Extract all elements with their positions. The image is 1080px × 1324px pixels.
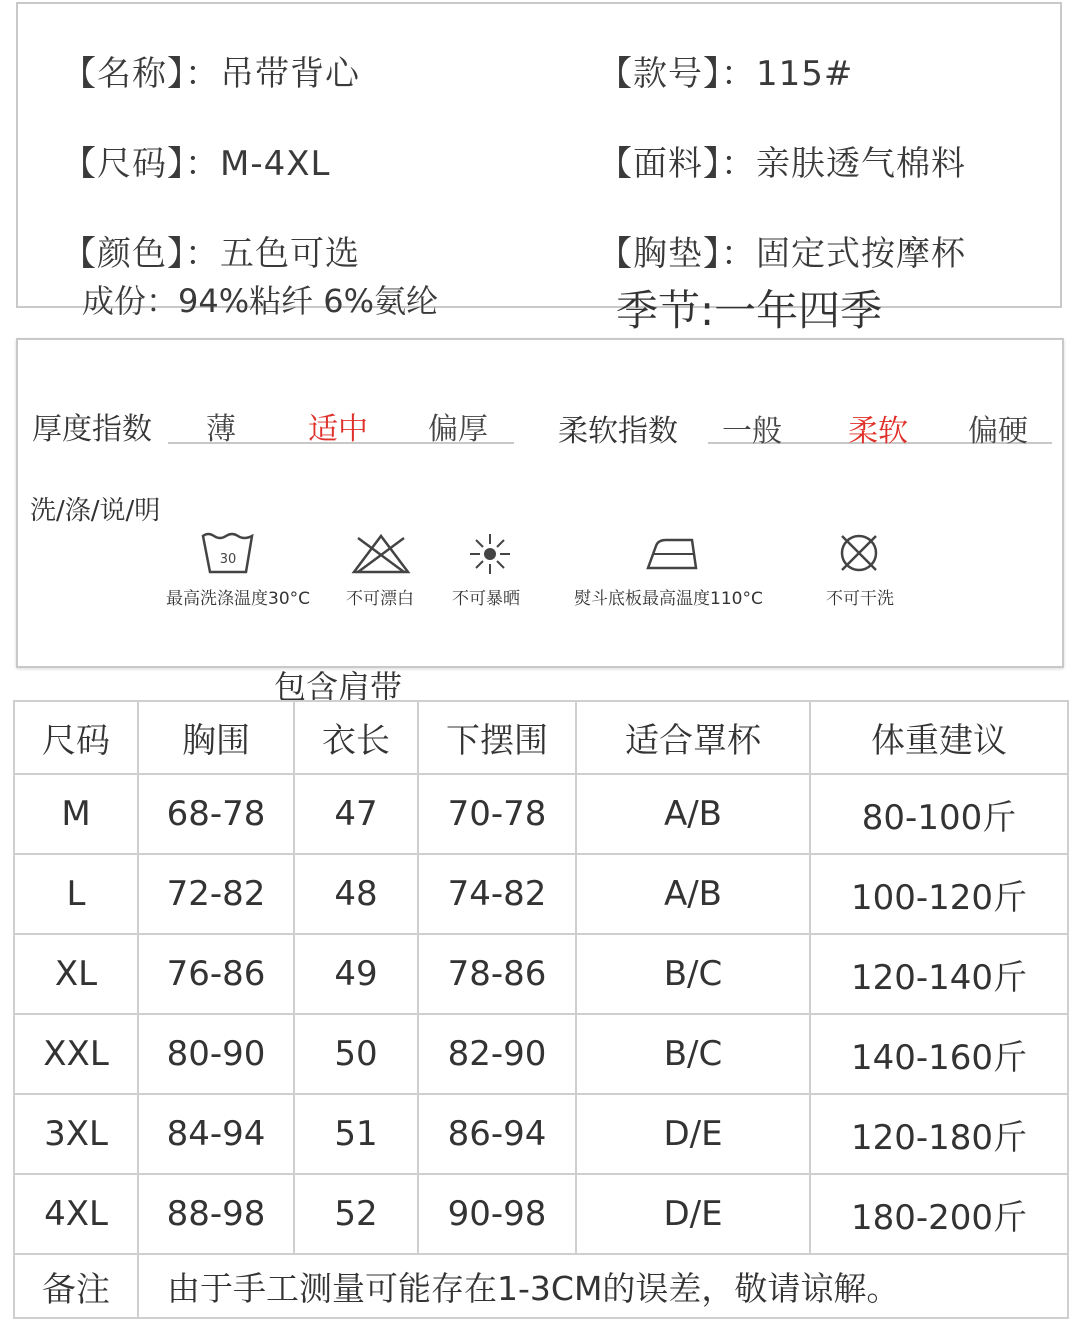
header-cup: 适合罩杯 [576,701,810,774]
softness-option-hard: 偏硬 [968,414,1028,449]
table-row [14,854,1068,934]
table-row [14,934,1068,1014]
size-value: M-4XL [220,144,331,184]
no-dry-clean-label: 不可干洗 [826,589,894,609]
cell-length: 47 [294,774,418,854]
cell-cup: B/C [576,1014,810,1094]
header-bust: 胸围 [138,701,294,774]
cell-cup: D/E [576,1174,810,1254]
cell-cup: B/C [576,934,810,1014]
header-weight: 体重建议 [810,701,1068,774]
table-header-row [14,701,1068,774]
style-label: 【款号】： [598,54,756,94]
cell-bust: 84-94 [138,1094,294,1174]
cell-size: XL [14,934,138,1014]
style-value: 115# [756,54,854,94]
cell-hem: 90-98 [418,1174,576,1254]
table-note-row [14,1254,1068,1318]
color-label: 【颜色】： [62,234,220,274]
cell-weight: 120-180斤 [810,1094,1068,1174]
size-table [13,700,1069,1319]
cell-hem: 70-78 [418,774,576,854]
strap-note: 包含肩带 [274,668,403,706]
size-label: 【尺码】： [62,144,220,184]
softness-option-soft: 柔软 [848,414,908,449]
cell-weight: 100-120斤 [810,854,1068,934]
cell-bust: 72-82 [138,854,294,934]
thickness-option-thin: 薄 [206,412,236,447]
name-value: 吊带背心 [220,54,360,94]
color-value: 五色可选 [220,234,360,274]
style-row [598,46,853,95]
cell-length: 51 [294,1094,418,1174]
pad-value: 固定式按摩杯 [756,234,966,274]
pad-label: 【胸垫】： [598,234,756,274]
cell-size: 4XL [14,1174,138,1254]
iron-icon [644,534,700,572]
name-row [62,46,360,95]
cell-size: M [14,774,138,854]
cell-size: 3XL [14,1094,138,1174]
no-bleach-label: 不可漂白 [346,589,414,609]
thickness-option-thick: 偏厚 [428,412,488,447]
wash-30-label: 最高洗涤温度30°C [166,589,311,609]
note-label: 备注 [14,1254,138,1318]
composition-text: 成份：94%粘纤 6%氨纶 [82,282,439,320]
cell-bust: 68-78 [138,774,294,854]
table-row [14,1174,1068,1254]
cell-hem: 82-90 [418,1014,576,1094]
season-text: 季节:一年四季 [616,286,883,335]
iron-label: 熨斗底板最高温度110°C [574,589,763,609]
fabric-label: 【面料】： [598,144,756,184]
no-dry-clean-icon [836,530,882,576]
softness-option-normal: 一般 [722,414,782,449]
no-sun-label: 不可暴晒 [452,589,520,609]
table-row [14,1094,1068,1174]
cell-hem: 86-94 [418,1094,576,1174]
cell-weight: 180-200斤 [810,1174,1068,1254]
cell-cup: A/B [576,854,810,934]
cell-length: 52 [294,1174,418,1254]
softness-title: 柔软指数 [558,414,678,449]
cell-hem: 78-86 [418,934,576,1014]
cell-weight: 140-160斤 [810,1014,1068,1094]
header-size: 尺码 [14,701,138,774]
cell-size: XXL [14,1014,138,1094]
table-row [14,1014,1068,1094]
pad-row [598,226,966,275]
cell-cup: A/B [576,774,810,854]
fabric-value: 亲肤透气棉料 [756,144,966,184]
color-row [62,226,360,275]
header-length: 衣长 [294,701,418,774]
cell-cup: D/E [576,1094,810,1174]
fabric-row [598,136,966,185]
index-box [16,338,1064,668]
name-label: 【名称】： [62,54,220,94]
cell-hem: 74-82 [418,854,576,934]
washing-title: 洗/涤/说/明 [30,496,161,526]
note-text: 由于手工测量可能存在1-3CM的误差，敬请谅解。 [138,1254,1068,1318]
cell-size: L [14,854,138,934]
header-hem: 下摆围 [418,701,576,774]
table-row [14,774,1068,854]
cell-bust: 88-98 [138,1174,294,1254]
cell-weight: 120-140斤 [810,934,1068,1014]
no-bleach-icon [350,532,412,576]
cell-weight: 80-100斤 [810,774,1068,854]
cell-length: 50 [294,1014,418,1094]
wash-temp-text: 30 [219,552,237,567]
size-row [62,136,330,185]
no-sun-icon [468,532,512,576]
cell-length: 48 [294,854,418,934]
thickness-option-medium: 适中 [308,412,368,447]
thickness-title: 厚度指数 [32,412,152,447]
cell-length: 49 [294,934,418,1014]
cell-bust: 80-90 [138,1014,294,1094]
cell-bust: 76-86 [138,934,294,1014]
wash-30-icon [200,530,256,576]
